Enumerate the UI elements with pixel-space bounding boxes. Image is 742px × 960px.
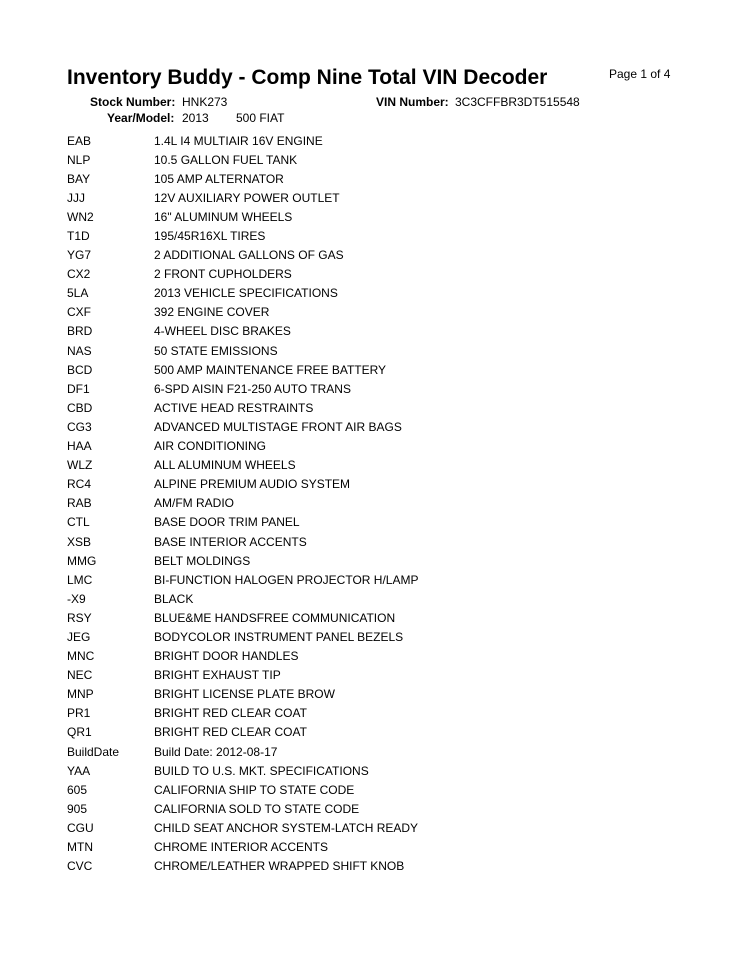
option-code: CBD (67, 400, 93, 415)
option-description: ALPINE PREMIUM AUDIO SYSTEM (154, 477, 351, 492)
page-title: Inventory Buddy - Comp Nine Total VIN Decoder (67, 66, 548, 89)
option-description: BRIGHT RED CLEAR COAT (154, 725, 307, 740)
option-code: -X9 (67, 591, 86, 606)
option-row (67, 437, 687, 456)
option-description: 500 AMP MAINTENANCE FREE BATTERY (154, 362, 387, 377)
option-description: ALL ALUMINUM WHEELS (154, 458, 296, 473)
option-code: RAB (67, 496, 92, 511)
option-description: AM/FM RADIO (154, 496, 234, 511)
stock-number-label: Stock Number: (90, 95, 176, 109)
option-code: 5LA (67, 286, 89, 301)
option-row (67, 322, 687, 341)
option-row (67, 704, 687, 723)
option-code: BCD (67, 362, 93, 377)
option-description: BASE INTERIOR ACCENTS (154, 534, 307, 549)
option-description: 6-SPD AISIN F21-250 AUTO TRANS (154, 381, 351, 396)
option-description: 392 ENGINE COVER (154, 305, 270, 320)
option-code: CXF (67, 305, 91, 320)
option-code: CTL (67, 515, 90, 530)
option-code: BRD (67, 324, 93, 339)
option-code: JJJ (67, 190, 85, 205)
option-row (67, 608, 687, 627)
option-code: JEG (67, 629, 91, 644)
option-code: NAS (67, 343, 92, 358)
option-row (67, 284, 687, 303)
stock-number-value: HNK273 (182, 95, 228, 109)
option-code: MNP (67, 687, 94, 702)
option-code: CGU (67, 820, 94, 835)
option-row (67, 627, 687, 646)
option-row (67, 226, 687, 245)
option-row (67, 188, 687, 207)
option-description: BLACK (154, 591, 194, 606)
option-row (67, 169, 687, 188)
option-code: HAA (67, 439, 92, 454)
option-code: NLP (67, 152, 91, 167)
option-row (67, 131, 687, 150)
option-description: 1.4L I4 MULTIAIR 16V ENGINE (154, 133, 323, 148)
option-code: WLZ (67, 458, 93, 473)
option-description: BUILD TO U.S. MKT. SPECIFICATIONS (154, 763, 369, 778)
option-row (67, 150, 687, 169)
option-code: T1D (67, 229, 90, 244)
option-description: 105 AMP ALTERNATOR (154, 171, 284, 186)
vin-label: VIN Number: (376, 95, 449, 109)
option-code: MMG (67, 553, 97, 568)
option-row (67, 742, 687, 761)
option-code: QR1 (67, 725, 92, 740)
option-code: LMC (67, 572, 93, 587)
option-row (67, 398, 687, 417)
option-code: NEC (67, 668, 93, 683)
option-code: YAA (67, 763, 91, 778)
option-row (67, 666, 687, 685)
option-row (67, 360, 687, 379)
option-row (67, 341, 687, 360)
option-description: CHROME INTERIOR ACCENTS (154, 840, 329, 855)
option-description: CHILD SEAT ANCHOR SYSTEM-LATCH READY (154, 820, 419, 835)
option-row (67, 685, 687, 704)
option-description: CHROME/LEATHER WRAPPED SHIFT KNOB (154, 859, 405, 874)
option-description: Build Date: 2012-08-17 (154, 744, 278, 759)
option-row (67, 475, 687, 494)
option-description: BLUE&ME HANDSFREE COMMUNICATION (154, 610, 396, 625)
option-code-list (67, 131, 687, 876)
option-row (67, 780, 687, 799)
option-description: 2 FRONT CUPHOLDERS (154, 267, 292, 282)
option-description: ADVANCED MULTISTAGE FRONT AIR BAGS (154, 419, 402, 434)
option-code: CVC (67, 859, 93, 874)
option-description: 2013 VEHICLE SPECIFICATIONS (154, 286, 338, 301)
option-row (67, 379, 687, 398)
option-row (67, 589, 687, 608)
option-row (67, 417, 687, 436)
vin-value: 3C3CFFBR3DT515548 (455, 95, 580, 109)
option-description: BI-FUNCTION HALOGEN PROJECTOR H/LAMP (154, 572, 419, 587)
option-row (67, 647, 687, 666)
option-code: DF1 (67, 381, 90, 396)
option-code: RC4 (67, 477, 92, 492)
model-value: 500 FIAT (236, 111, 285, 125)
option-description: AIR CONDITIONING (154, 439, 267, 454)
option-row (67, 761, 687, 780)
option-description: 12V AUXILIARY POWER OUTLET (154, 190, 340, 205)
option-description: 16" ALUMINUM WHEELS (154, 209, 293, 224)
option-code: MTN (67, 840, 93, 855)
option-code: PR1 (67, 706, 91, 721)
option-description: 195/45R16XL TIRES (154, 229, 266, 244)
option-description: BRIGHT EXHAUST TIP (154, 668, 281, 683)
option-row (67, 818, 687, 837)
option-code: YG7 (67, 248, 92, 263)
option-description: BASE DOOR TRIM PANEL (154, 515, 300, 530)
option-description: CALIFORNIA SOLD TO STATE CODE (154, 801, 360, 816)
option-description: CALIFORNIA SHIP TO STATE CODE (154, 782, 355, 797)
option-row (67, 246, 687, 265)
option-description: BRIGHT LICENSE PLATE BROW (154, 687, 335, 702)
option-row (67, 857, 687, 876)
option-code: EAB (67, 133, 92, 148)
option-description: BRIGHT DOOR HANDLES (154, 649, 299, 664)
option-code: MNC (67, 649, 95, 664)
option-code: BAY (67, 171, 91, 186)
option-row (67, 723, 687, 742)
option-row (67, 207, 687, 226)
option-code: 605 (67, 782, 88, 797)
option-row (67, 532, 687, 551)
year-model-label: Year/Model: (107, 111, 175, 125)
option-description: 4-WHEEL DISC BRAKES (154, 324, 291, 339)
option-description: BODYCOLOR INSTRUMENT PANEL BEZELS (154, 629, 404, 644)
option-description: BRIGHT RED CLEAR COAT (154, 706, 307, 721)
option-code: CX2 (67, 267, 91, 282)
option-row (67, 456, 687, 475)
page-number: Page 1 of 4 (609, 67, 671, 81)
option-row (67, 303, 687, 322)
option-description: 2 ADDITIONAL GALLONS OF GAS (154, 248, 344, 263)
option-description: BELT MOLDINGS (154, 553, 251, 568)
option-row (67, 837, 687, 856)
option-row (67, 570, 687, 589)
option-description: 50 STATE EMISSIONS (154, 343, 278, 358)
option-code: 905 (67, 801, 88, 816)
option-code: XSB (67, 534, 92, 549)
year-value: 2013 (182, 111, 209, 125)
option-description: ACTIVE HEAD RESTRAINTS (154, 400, 314, 415)
option-description: 10.5 GALLON FUEL TANK (154, 152, 298, 167)
option-row (67, 494, 687, 513)
option-code: CG3 (67, 419, 92, 434)
option-code: BuildDate (67, 744, 120, 759)
option-code: WN2 (67, 209, 94, 224)
option-row (67, 265, 687, 284)
option-code: RSY (67, 610, 92, 625)
option-row (67, 799, 687, 818)
option-row (67, 513, 687, 532)
option-row (67, 551, 687, 570)
